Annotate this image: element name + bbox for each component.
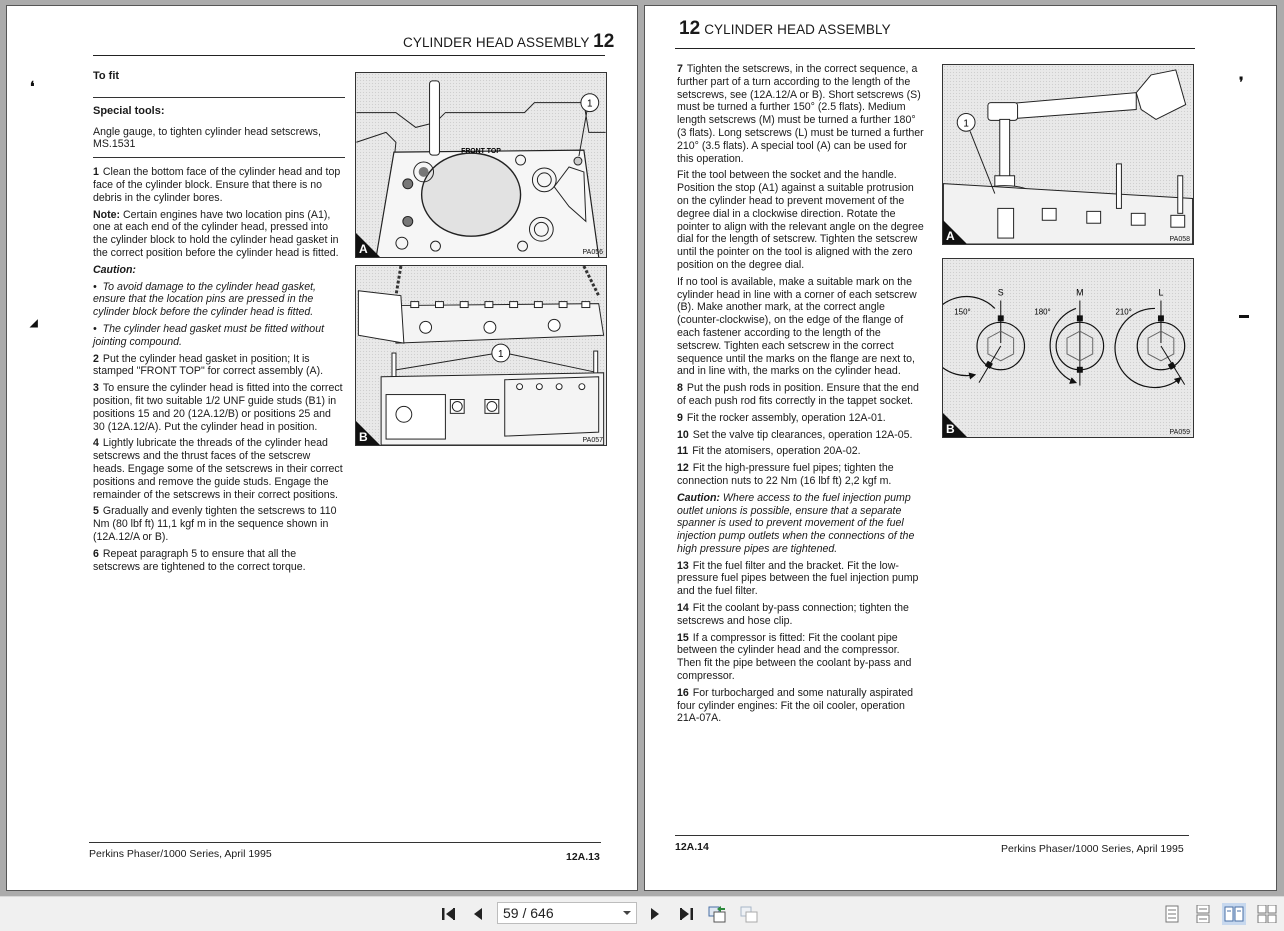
footer-publication: Perkins Phaser/1000 Series, April 1995 <box>1001 843 1184 855</box>
gasket-stamp-label: FRONT TOP <box>461 148 501 156</box>
paragraph: 16 For turbocharged and some naturally aspirated four cylinder engines: Fit the oil cooler, operation 21A-07A. <box>677 686 914 725</box>
figure-tag: A <box>946 229 955 243</box>
first-page-icon <box>440 905 458 923</box>
paragraph: 9 Fit the rocker assembly, operation 12A-01. <box>677 411 886 424</box>
two-page-icon <box>1224 905 1244 923</box>
dial-label: L <box>1158 287 1164 298</box>
paragraph: 1 Clean the bottom face of the cylinder head and top face of the cylinder block. Ensure that there is no debris in the cylinder bores. <box>93 166 341 204</box>
paragraph: 3 To ensure the cylinder head is fitted into the correct position, fit two suitable 1/2 UNF guide studs (B1) in positions 15 and 20 (12A.12/B) or positions 25 and 30 (12A.12/A). Put the cylinder head in position. <box>93 382 343 433</box>
previous-page-icon <box>469 905 487 923</box>
left-text-column <box>93 70 345 577</box>
footer-page-number: 12A.13 <box>566 851 600 863</box>
header-title: CYLINDER HEAD ASSEMBLY <box>704 22 891 37</box>
paragraph: 11 Fit the atomisers, operation 20A-02. <box>677 445 861 458</box>
footer-publication: Perkins Phaser/1000 Series, April 1995 <box>89 848 272 860</box>
figure-tag: B <box>946 422 955 436</box>
page-number-display: 59 / 646 <box>503 905 554 921</box>
caution-bullet: • The cylinder head gasket must be fitted without jointing compound. <box>93 322 325 348</box>
go-forward-button[interactable] <box>738 903 760 925</box>
paragraph: 6 Repeat paragraph 5 to ensure that all the setscrews are tightened to the correct torque. <box>93 547 306 573</box>
figure-angle-gauge <box>942 64 1194 245</box>
figure-code: PA058 <box>1169 236 1190 243</box>
dial-angle: 180° <box>1034 307 1051 317</box>
section-title: To fit <box>93 70 120 82</box>
page-header <box>679 18 891 40</box>
callout-number: 1 <box>498 348 504 360</box>
paragraph: 13 Fit the fuel filter and the bracket. Fit the low-pressure fuel pipes between the fuel injection pump and the fuel filter. <box>677 559 919 598</box>
right-text-column <box>677 63 925 729</box>
go-back-button[interactable] <box>706 903 728 925</box>
next-page-button[interactable] <box>644 903 666 925</box>
go-forward-icon <box>740 905 758 923</box>
two-page-continuous-icon <box>1257 905 1277 923</box>
figure-angle-marks <box>942 258 1194 438</box>
header-title: CYLINDER HEAD ASSEMBLY <box>403 35 590 50</box>
dial-angle: 210° <box>1115 307 1132 317</box>
header-rule <box>675 48 1195 49</box>
single-page-icon <box>1165 905 1179 923</box>
paragraph: 12 Fit the high-pressure fuel pipes; tighten the connection nuts to 22 Nm (16 lbf ft) 2,2 kgf m. <box>677 462 894 487</box>
page-header <box>403 31 614 53</box>
callout-number: 1 <box>963 118 969 130</box>
figure-code: PA057 <box>582 437 603 444</box>
angle-gauge-illustration <box>943 65 1193 244</box>
continuous-view-button[interactable] <box>1191 903 1215 925</box>
angle-marks-diagram <box>943 259 1193 437</box>
paragraph: 10 Set the valve tip clearances, operation 12A-05. <box>677 428 913 441</box>
last-page-icon <box>677 905 695 923</box>
paragraph: 14 Fit the coolant by-pass connection; tighten the setscrews and hose clip. <box>677 602 909 627</box>
paragraph: 8 Put the push rods in position. Ensure that the end of each push rod fits correctly in the tappet socket. <box>677 382 919 407</box>
figure-gasket <box>355 72 607 258</box>
footer-rule <box>89 842 601 843</box>
header-rule <box>93 55 605 56</box>
gasket-illustration <box>356 73 606 257</box>
special-tools-heading: Special tools: <box>93 104 165 117</box>
figure-code: PA059 <box>1169 429 1190 436</box>
figure-tag: A <box>359 242 368 256</box>
caution: Caution: Where access to the fuel injection pump outlet unions is possible, ensure that a separate spanner is used to prevent movement of the fuel injection pump outlets when the connections of the high pressure pipes are tightened. <box>677 491 915 555</box>
viewer-toolbar <box>0 896 1284 931</box>
paragraph: 5 Gradually and evenly tighten the setscrews to 110 Nm (80 lbf ft) 11,1 kgf m in the sequence shown in (12A.12/A or B). <box>93 505 337 543</box>
first-page-button[interactable] <box>438 903 460 925</box>
footer-rule <box>675 835 1189 836</box>
scan-mark: ❛ <box>30 78 35 94</box>
scan-mark: ❜ <box>1239 74 1244 90</box>
chapter-number: 12 <box>593 31 615 52</box>
page-right <box>644 5 1277 891</box>
dial-label: S <box>997 287 1004 298</box>
note: Note: Certain engines have two location pins (A1), one at each end of the cylinder head, pressed into the cylinder block to hold the cylinder head gasket in the correct position before the cylinder head is fitted. <box>93 208 339 259</box>
paragraph: 15 If a compressor is fitted: Fit the coolant pipe between the cylinder head and the compressor. Then fit the pipe between the coolant by-pass and compressor. <box>677 631 912 683</box>
single-page-view-button[interactable] <box>1160 903 1184 925</box>
two-page-continuous-view-button[interactable] <box>1255 903 1279 925</box>
footer-page-number: 12A.14 <box>675 841 709 853</box>
special-tools-text: Angle gauge, to tighten cylinder head setscrews, MS.1531 <box>93 125 321 151</box>
last-page-button[interactable] <box>675 903 697 925</box>
paragraph: 2 Put the cylinder head gasket in position; It is stamped "FRONT TOP" for correct assembly (A). <box>93 352 324 378</box>
dial-label: M <box>1076 287 1084 298</box>
scan-mark: ▬ <box>1239 310 1249 321</box>
divider <box>93 157 345 158</box>
divider <box>93 97 345 98</box>
paragraph: Fit the tool between the socket and the handle. Position the stop (A1) against a suitable protrusion on the cylinder head to prevent movement of the degree dial in a clockwise direction. Rotate the pointer to align with the relevant angle on the degree dial for the length of setscrew. Tighten the setscrew until the pointer on the tool is aligned with the zero position on the degree dial. <box>677 169 924 271</box>
continuous-page-icon <box>1196 905 1210 923</box>
previous-page-button[interactable] <box>467 903 489 925</box>
cylinder-head-illustration <box>356 266 606 445</box>
paragraph: 7 Tighten the setscrews, in the correct sequence, a further part of a turn according to the length of the setscrews, see (12A.12/A or B). Short setscrews (S) must be turned a further 150° (2.5 flats). Medium length setscrews (M) must be turned a further 180° (3 flats). Long setscrews (L) must be turned a further 210° (3.5 flats). A special tool (A) can be used for this operation. <box>677 63 924 165</box>
chevron-down-icon <box>623 911 631 915</box>
figure-tag: B <box>359 430 368 444</box>
page-left <box>6 5 638 891</box>
page-number-select[interactable] <box>497 902 637 924</box>
two-page-view-button[interactable] <box>1222 903 1246 925</box>
chapter-number: 12 <box>679 18 701 39</box>
caution-heading: Caution: <box>93 263 136 276</box>
dial-angle: 150° <box>954 307 971 317</box>
next-page-icon <box>646 905 664 923</box>
paragraph: If no tool is available, make a suitable mark on the cylinder head in line with a corner of each setscrew (B). Make another mark, at the correct angle (counter-clockwise), on the edge of the flange of each fastener according to the length of the setscrew. Tighten each setscrew in the correct sequence until the marks on the flange are next to, and in line with, the marks on the cylinder head. <box>677 275 917 378</box>
figure-cylinder-head-lift <box>355 265 607 446</box>
go-back-icon <box>708 905 726 923</box>
dial-medium <box>1050 301 1103 386</box>
figure-code: PA056 <box>582 249 603 256</box>
paragraph: 4 Lightly lubricate the threads of the cylinder head setscrews and the thrust faces of the setscrew heads. Engage some of the setscrews in their correct positions and remove the guide studs. Engage the remainder of the setscrews in their correct positions. <box>93 437 343 501</box>
scan-mark: ◢ <box>30 318 38 329</box>
caution-bullet: • To avoid damage to the cylinder head gasket, ensure that the location pins are pressed in the cylinder block before the cylinder head is fitted. <box>93 280 316 319</box>
callout-number: 1 <box>587 98 593 110</box>
